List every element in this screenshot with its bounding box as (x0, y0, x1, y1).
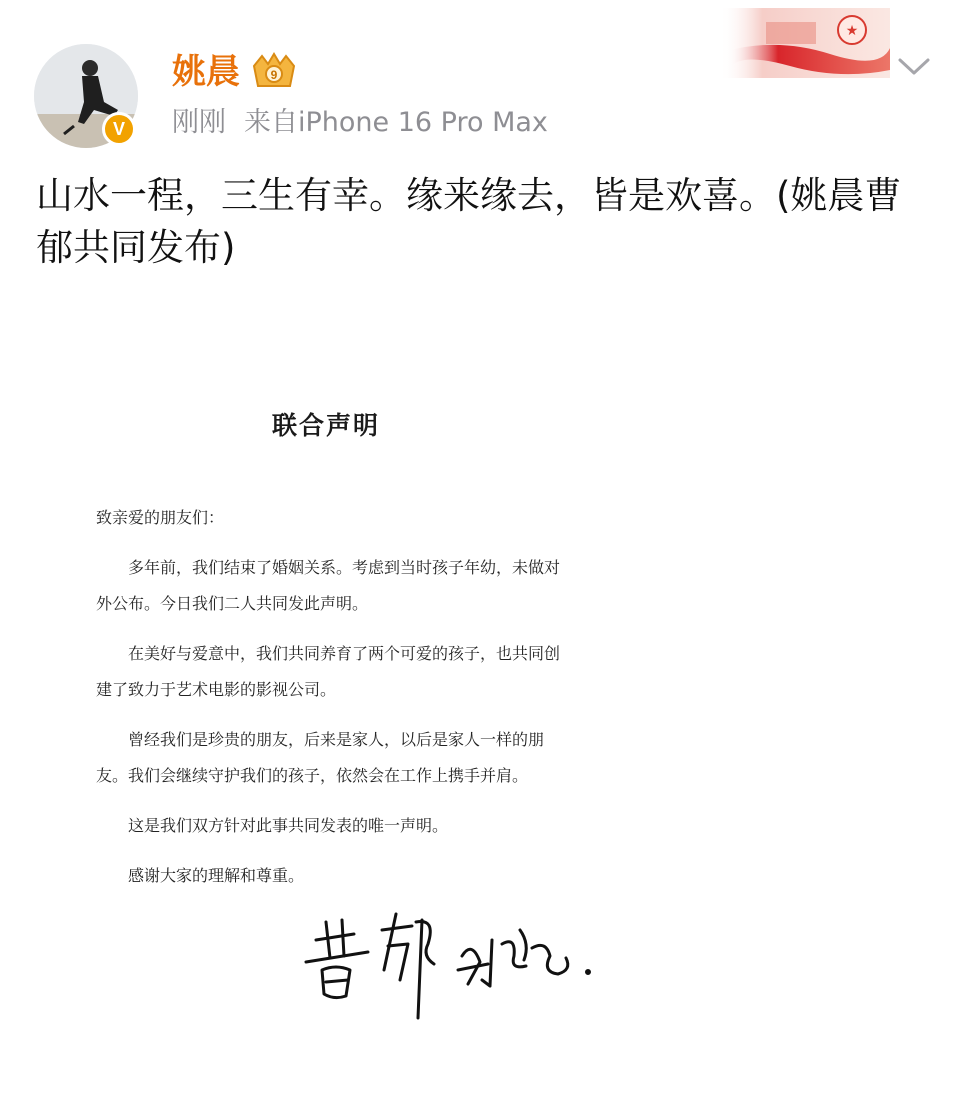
post-header (0, 0, 960, 160)
vip-crown-badge-icon[interactable] (250, 52, 298, 92)
statement-greeting: 致亲爱的朋友们： (96, 508, 225, 527)
statement-title: 联合声明 (271, 411, 380, 440)
statement-paragraph: 感谢大家的理解和尊重。 (128, 866, 305, 885)
post-time: 刚刚 (172, 107, 226, 138)
svg-text:9: 9 (270, 68, 278, 82)
decorative-flag-banner (720, 8, 890, 78)
statement-paragraph: 曾经我们是珍贵的朋友，后来是家人，以后是家人一样的朋友。我们会继续守护我们的孩子，依然会在工作上携手并肩。 (96, 730, 545, 785)
username[interactable]: 姚晨 (172, 52, 240, 92)
post-caption: 山水一程，三生有幸。缘来缘去，皆是欢喜。(姚晨曹郁共同发布) (36, 174, 902, 269)
svg-text:★: ★ (845, 23, 859, 39)
post-meta (172, 104, 548, 142)
joint-statement-image[interactable] (0, 330, 960, 1117)
statement-body (96, 500, 566, 908)
chevron-down-icon[interactable] (896, 54, 932, 78)
statement-paragraph: 在美好与爱意中，我们共同养育了两个可爱的孩子，也共同创建了致力于艺术电影的影视公司。 (96, 644, 561, 699)
statement-paragraph: 多年前，我们结束了婚姻关系。考虑到当时孩子年幼，未做对外公布。今日我们二人共同发此声明。 (96, 558, 561, 613)
statement-paragraph: 这是我们双方针对此事共同发表的唯一声明。 (128, 816, 449, 835)
handwritten-signatures (296, 900, 606, 1040)
post-source: 来自iPhone 16 Pro Max (244, 107, 548, 138)
verified-badge-icon: V (102, 112, 136, 146)
